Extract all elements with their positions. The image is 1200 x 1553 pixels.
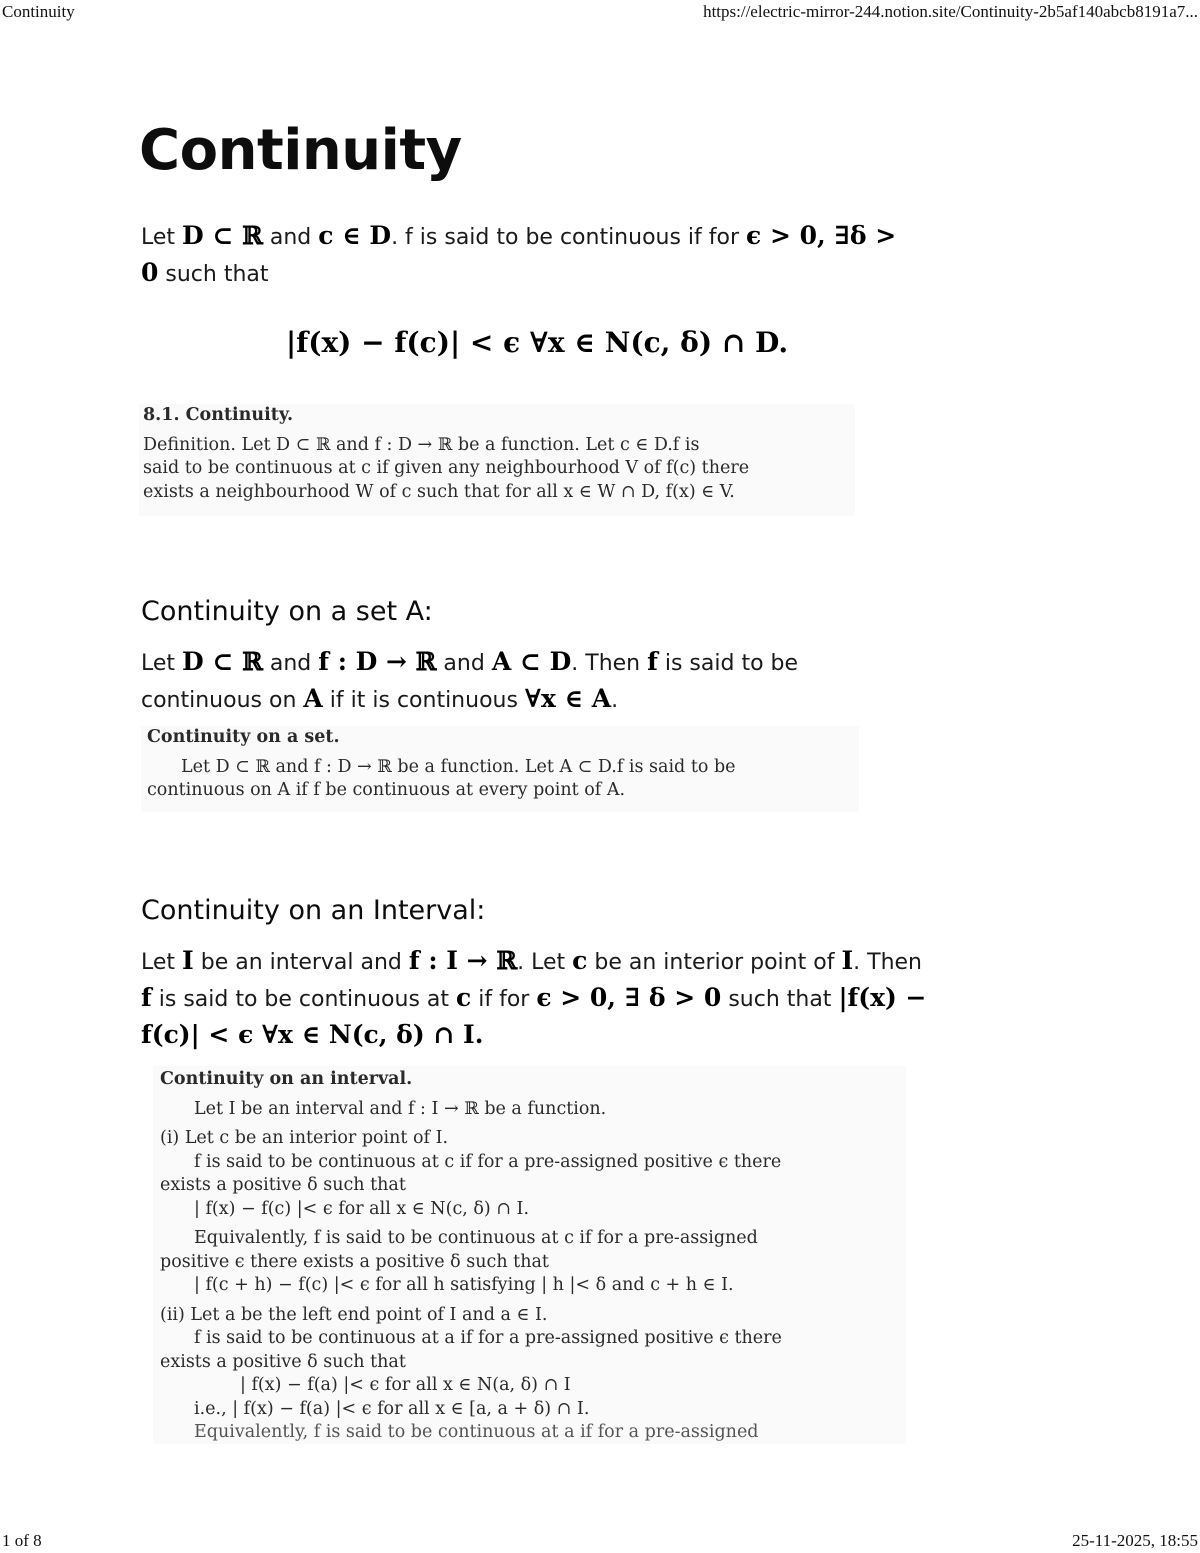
print-footer [0,1529,1200,1553]
scan-definition-image [139,404,855,516]
set-paragraph: Let D ⊂ ℝ and f : D → ℝ and A ⊂ D. Then f is said to be continuous on A if it is continuous ∀x ∈ A. [141,647,799,713]
scan-line: positive ϵ there exists a positive δ such that [160,1251,549,1272]
scan-line: Let D ⊂ ℝ and f : D → ℝ be a function. Let A ⊂ D.f is said to be [181,756,736,777]
scan-line: i.e., | f(x) − f(a) |< ϵ for all x ∈ [a, a + δ) ∩ I. [194,1398,590,1419]
scan-line-cut-off: Equivalently, f is said to be continuous at a if for a pre-assigned [194,1422,759,1442]
scan-heading: 8.1. Continuity. [143,405,294,425]
scan-line: Equivalently, f is said to be continuous at c if for a pre-assigned [194,1228,758,1248]
scan-line: | f(x) − f(a) |< ϵ for all x ∈ N(a, δ) ∩ I [240,1375,571,1395]
scan-line: exists a neighbourhood W of c such that for all x ∈ W ∩ D, f(x) ∈ V. [143,481,735,502]
print-timestamp: 25-11-2025, 18:55 [1072,1531,1198,1550]
section-heading-set: Continuity on a set A: [141,596,433,627]
continuity-equation: |f(x) − f(c)| < ϵ ∀x ∈ N(c, δ) ∩ D. [286,326,789,359]
section-heading-interval: Continuity on an Interval: [141,895,486,926]
scan-set-image [141,726,859,812]
scan-line: exists a positive δ such that [160,1351,406,1372]
scan-line: | f(x) − f(c) |< ϵ for all x ∈ N(c, δ) ∩ I. [194,1198,530,1219]
interval-paragraph: Let I be an interval and f : I → ℝ. Let c be an interior point of I. Then f is said to be continuous at c if for ϵ > 0, ∃ δ > 0 such that |f(x) − f(c)| < ϵ ∀x ∈ N(c, δ) ∩ I. [141,946,927,1049]
scan-line: f is said to be continuous at c if for a pre-assigned positive ϵ there [194,1151,782,1172]
scan-line: f is said to be continuous at a if for a pre-assigned positive ϵ there [194,1328,782,1348]
header-page-title: Continuity [2,2,75,21]
scan-line: (ii) Let a be the left end point of I and a ∈ I. [160,1304,548,1325]
scan-heading: Continuity on an interval. [160,1069,413,1089]
scan-line: Definition. Let D ⊂ ℝ and f : D → ℝ be a function. Let c ∈ D.f is [143,434,700,455]
math-d-subset-r: D ⊂ ℝ [182,221,263,250]
header-url: https://electric-mirror-244.notion.site/Continuity-2b5af140abcb8191a7... [703,2,1198,21]
scan-line: (i) Let c be an interior point of I. [160,1128,449,1148]
definition-paragraph: Let D ⊂ ℝ and c ∈ D. f is said to be continuous if for ϵ > 0, ∃δ > 0 such that [141,221,897,287]
print-header [0,0,1200,24]
scan-line: | f(c + h) − f(c) |< ϵ for all h satisfying | h |< δ and c + h ∈ I. [194,1275,734,1295]
scan-line: continuous on A if f be continuous at every point of A. [147,780,626,800]
page-counter: 1 of 8 [2,1531,42,1550]
page-title: Continuity [139,118,462,183]
scan-line: exists a positive δ such that [160,1175,406,1195]
scan-line: said to be continuous at c if given any neighbourhood V of f(c) there [143,458,750,478]
math-c-in-d: c ∈ D [318,221,392,250]
scan-line: Let I be an interval and f : I → ℝ be a function. [194,1098,607,1119]
scan-heading: Continuity on a set. [147,727,340,747]
scan-interval-image [153,1066,906,1444]
math-epsilon-delta: ϵ > 0, ∃δ > 0 [141,221,897,287]
